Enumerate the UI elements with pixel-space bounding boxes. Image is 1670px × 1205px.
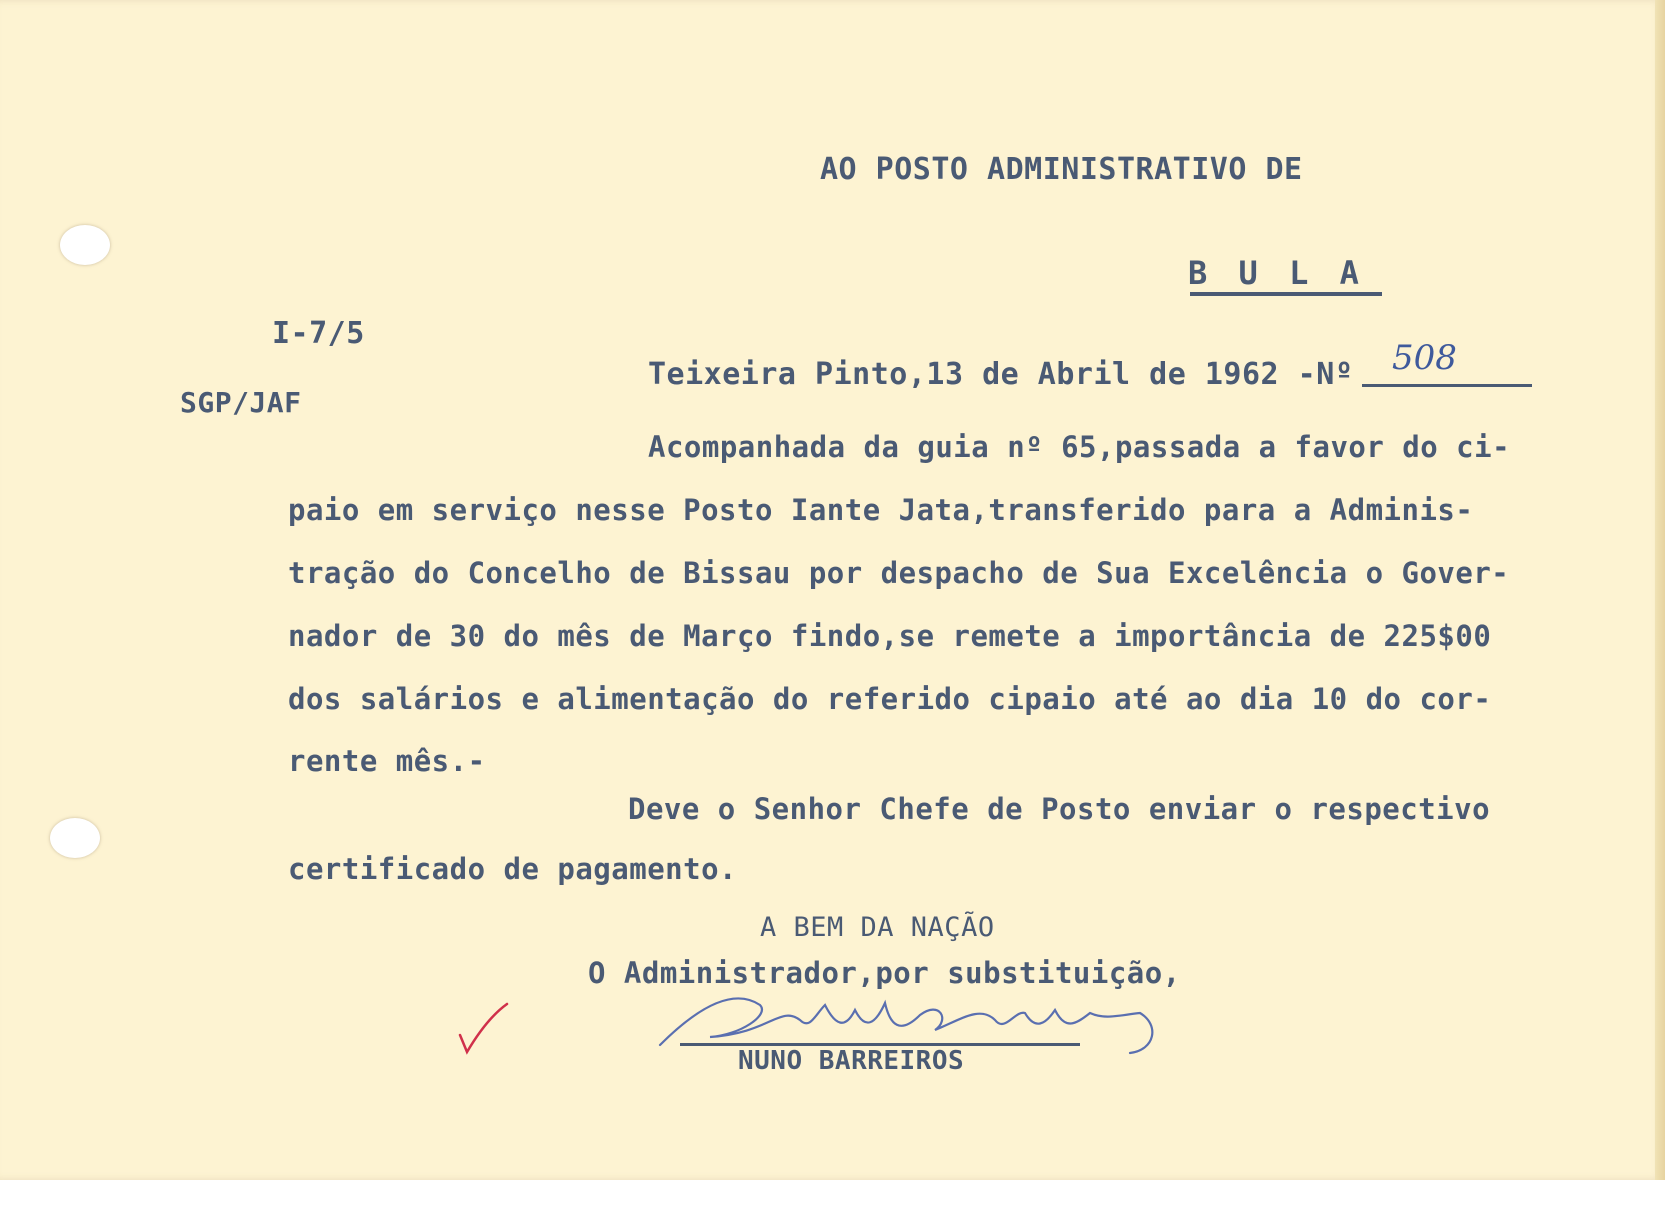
body-line-4: nador de 30 do mês de Março findo,se remete a importância de 225$00	[288, 619, 1492, 653]
addressee-line: AO POSTO ADMINISTRATIVO DE	[820, 152, 1303, 187]
body-line-6: rente mês.-	[288, 744, 486, 778]
body-line-1: Acompanhada da guia nº 65,passada a favor do ci-	[648, 430, 1511, 464]
destination-place: B U L A	[1188, 254, 1365, 292]
dateline-text: Teixeira Pinto,13 de Abril de 1962 -Nº	[648, 357, 1354, 392]
body-line-2: paio em serviço nesse Posto Iante Jata,transferido para a Adminis-	[288, 493, 1474, 527]
punch-hole-top	[60, 225, 110, 265]
reference-code: I-7/5	[272, 316, 365, 351]
handwritten-letter-number: 508	[1392, 338, 1457, 378]
closing-salutation: A BEM DA NAÇÃO	[760, 912, 995, 943]
signatory-role: O Administrador,por substituição,	[588, 956, 1181, 990]
paper-edge-shadow	[1655, 0, 1665, 1180]
letter-number-underline	[1362, 384, 1532, 387]
body-line-3: tração do Concelho de Bissau por despacho de Sua Excelência o Gover-	[288, 556, 1510, 590]
reference-initials: SGP/JAF	[180, 386, 302, 419]
body-line-7: Deve o Senhor Chefe de Posto enviar o respectivo	[628, 792, 1491, 826]
destination-underline	[1190, 292, 1382, 296]
check-mark-icon	[455, 1000, 515, 1060]
signatory-name: NUNO BARREIROS	[738, 1046, 965, 1076]
punch-hole-bottom	[50, 818, 100, 858]
body-line-5: dos salários e alimentação do referido cipaio até ao dia 10 do cor-	[288, 682, 1492, 716]
body-line-8: certificado de pagamento.	[288, 852, 737, 886]
